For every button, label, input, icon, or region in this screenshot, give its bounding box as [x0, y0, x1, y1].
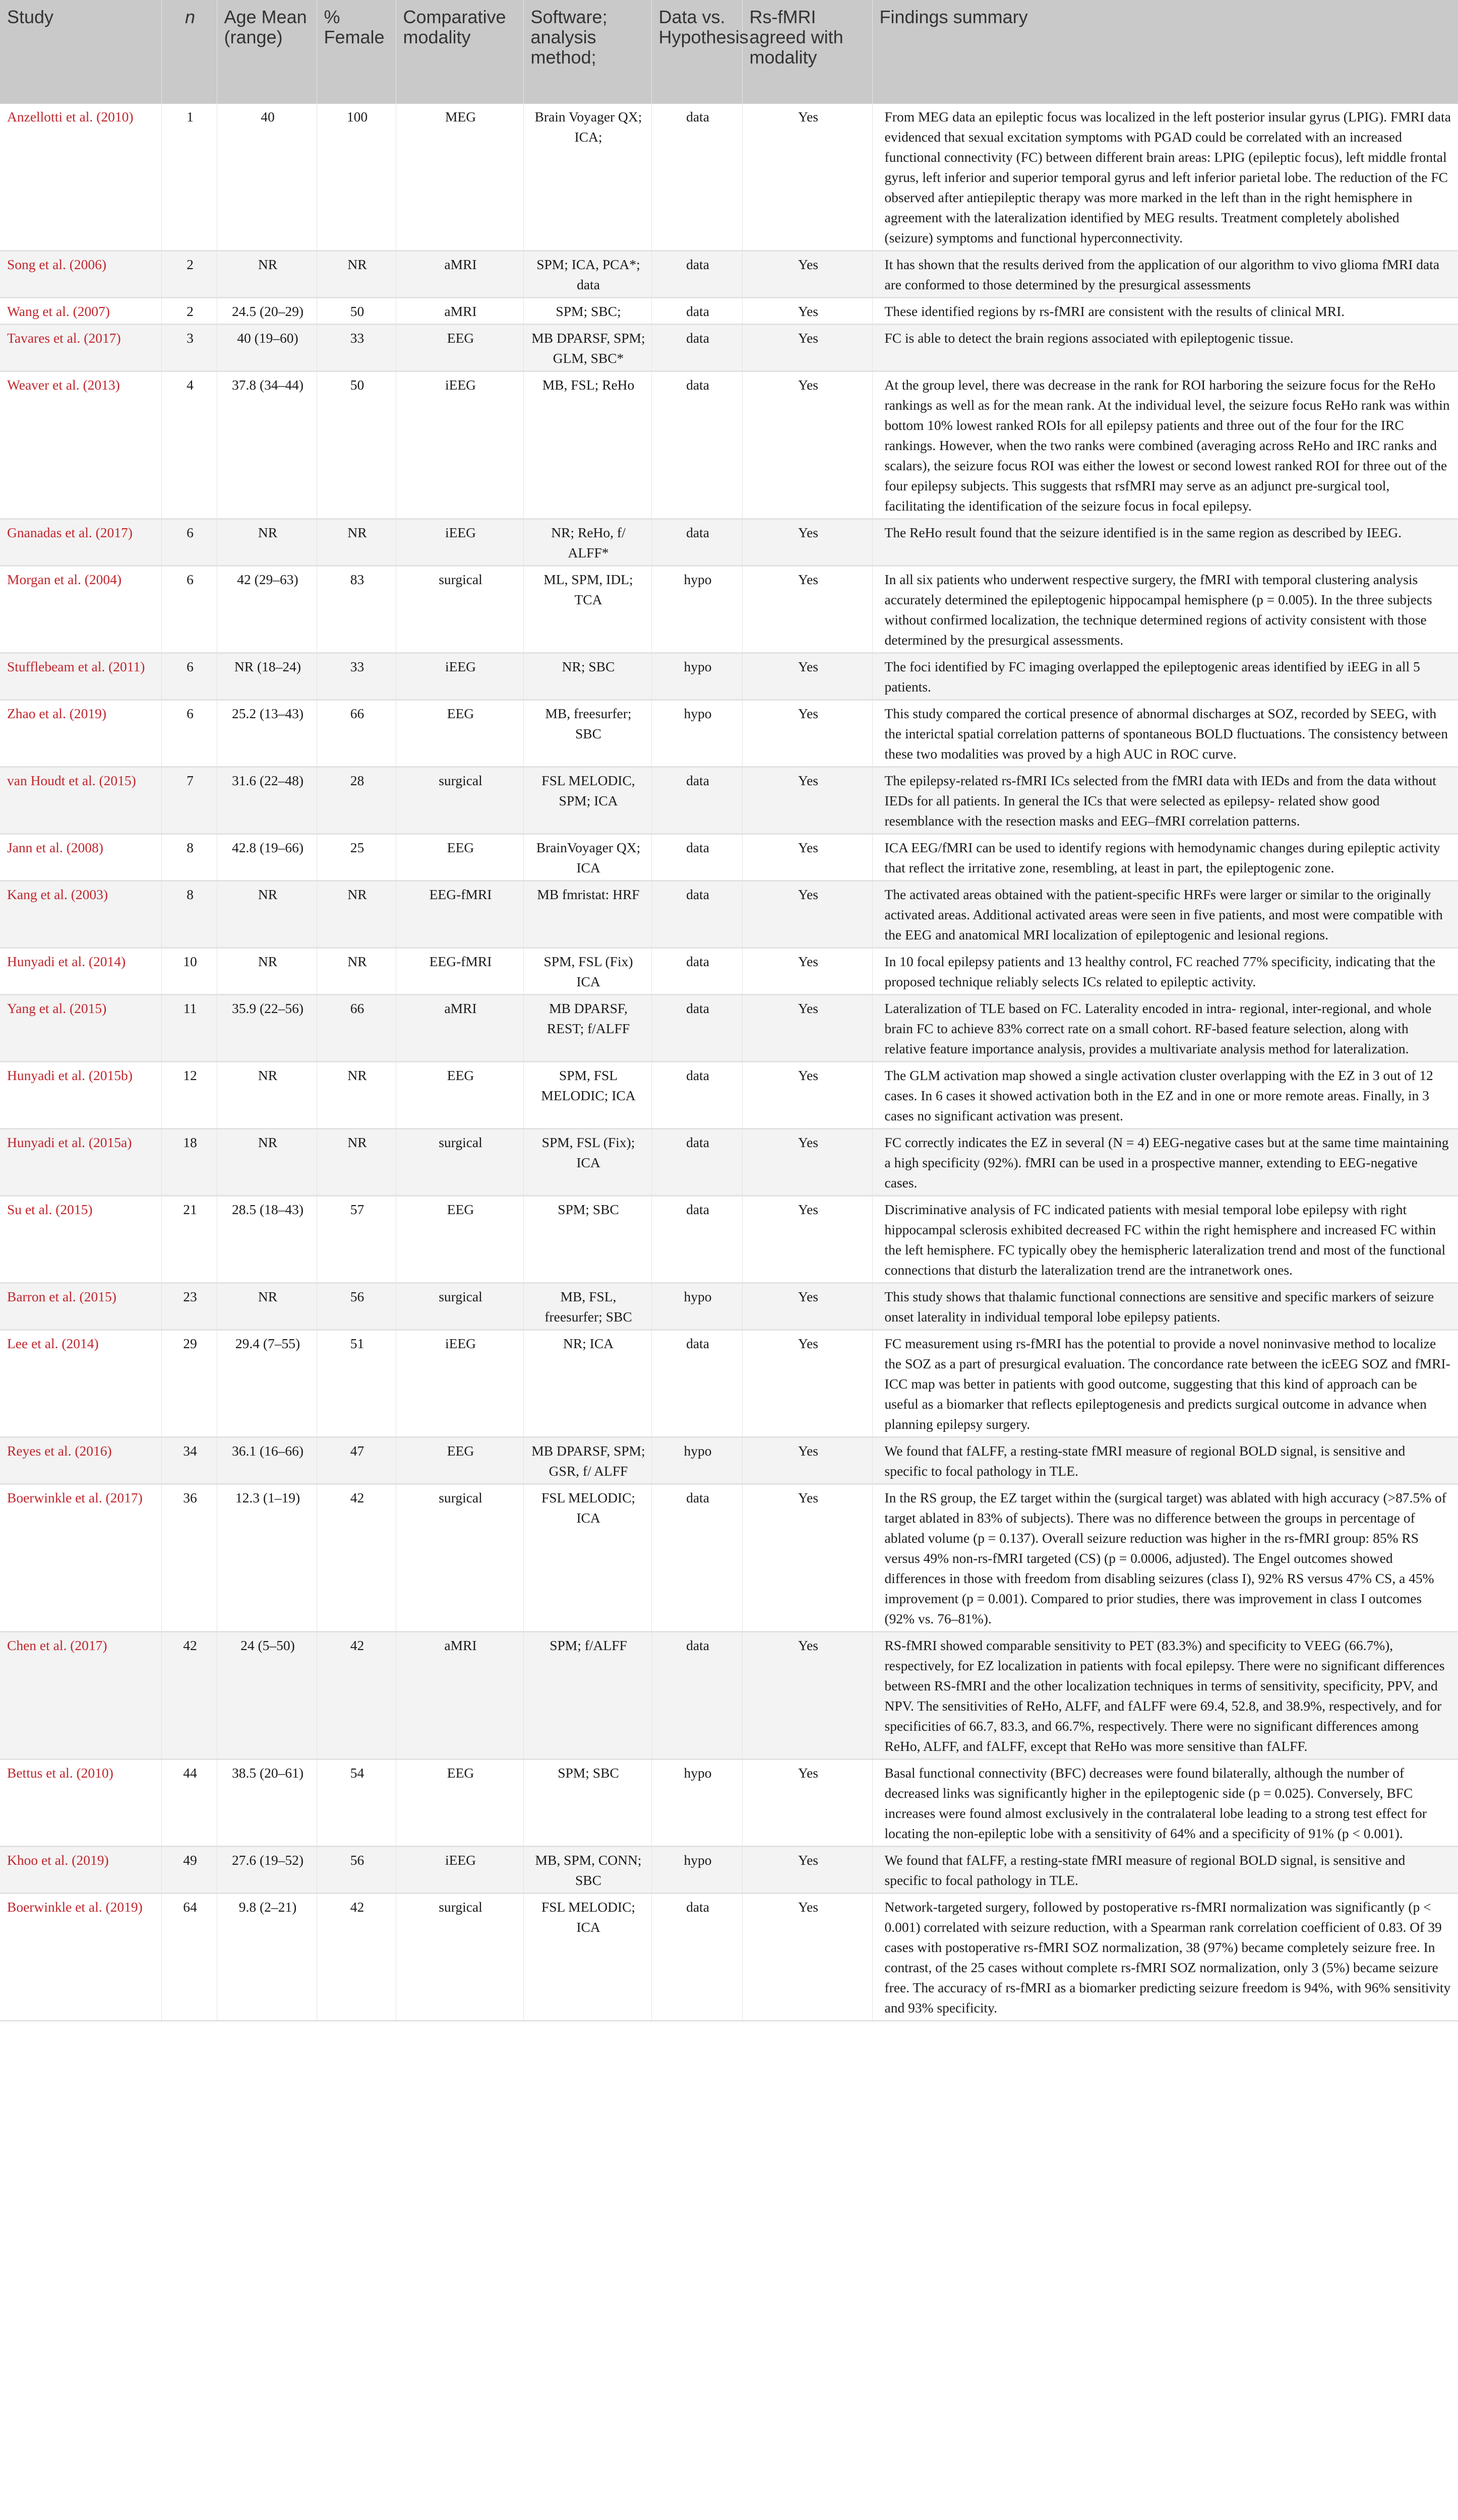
study-link[interactable]: van Houdt et al. (2015)	[0, 767, 161, 834]
agreed-cell: Yes	[742, 251, 872, 298]
age-cell: 38.5 (20–61)	[217, 1759, 317, 1847]
software-cell: FSL MELODIC; ICA	[523, 1894, 651, 2021]
software-cell: FSL MELODIC; ICA	[523, 1484, 651, 1632]
age-cell: 35.9 (22–56)	[217, 995, 317, 1062]
female-cell: 83	[317, 566, 396, 653]
hypothesis-cell: hypo	[651, 1283, 742, 1330]
female-cell: NR	[317, 251, 396, 298]
agreed-cell: Yes	[742, 1129, 872, 1196]
hypothesis-cell: data	[651, 519, 742, 566]
agreed-cell: Yes	[742, 1196, 872, 1283]
hypothesis-cell: data	[651, 325, 742, 371]
modality-cell: EEG	[396, 325, 523, 371]
study-link[interactable]: Hunyadi et al. (2015b)	[0, 1062, 161, 1129]
study-link[interactable]: Song et al. (2006)	[0, 251, 161, 298]
hypothesis-cell: data	[651, 1062, 742, 1129]
n-cell: 44	[161, 1759, 217, 1847]
hypothesis-cell: data	[651, 1632, 742, 1759]
software-cell: SPM; SBC;	[523, 298, 651, 325]
table-row	[0, 881, 1458, 948]
n-cell: 6	[161, 700, 217, 767]
female-cell: NR	[317, 881, 396, 948]
study-link[interactable]: Kang et al. (2003)	[0, 881, 161, 948]
female-cell: 54	[317, 1759, 396, 1847]
hypothesis-cell: data	[651, 298, 742, 325]
agreed-cell: Yes	[742, 104, 872, 251]
agreed-cell: Yes	[742, 700, 872, 767]
female-cell: NR	[317, 948, 396, 995]
study-link[interactable]: Wang et al. (2007)	[0, 298, 161, 325]
findings-cell: Discriminative analysis of FC indicated patients with mesial temporal lobe epilepsy with right hippocampal sclerosis exhibited decreased FC within the right hemisphere and increased FC within the left hemisphere. FC typically obey the hemispheric lateralization trend and most of the functional connections that disturb the lateralization trend are the intranetwork ones.	[872, 1196, 1458, 1283]
n-cell: 3	[161, 325, 217, 371]
study-link[interactable]: Jann et al. (2008)	[0, 834, 161, 881]
table-row	[0, 1894, 1458, 2021]
female-cell: NR	[317, 1062, 396, 1129]
agreed-cell: Yes	[742, 881, 872, 948]
findings-cell: At the group level, there was decrease in the rank for ROI harboring the seizure focus for the ReHo rankings as well as for the mean rank. At the individual level, the seizure focus ReHo rank was within bottom 10% lowest ranked ROIs for all epilepsy patients and three out of the four for the IRC rankings. However, when the two ranks were combined (averaging across ReHo and IRC ranks and scalars), the seizure focus ROI was either the lowest or second lowest ranked ROI for three out of the four epilepsy subjects. This suggests that rsfMRI may serve as an adjunct pre-surgical tool, facilitating the identification of the seizure focus in focal epilepsy.	[872, 371, 1458, 519]
agreed-cell: Yes	[742, 1484, 872, 1632]
software-cell: MB, FSL, freesurfer; SBC	[523, 1283, 651, 1330]
table-row	[0, 767, 1458, 834]
hypothesis-cell: data	[651, 1129, 742, 1196]
age-cell: 12.3 (1–19)	[217, 1484, 317, 1632]
table-row	[0, 566, 1458, 653]
age-cell: NR	[217, 1062, 317, 1129]
findings-cell: The activated areas obtained with the patient-specific HRFs were larger or similar to the originally activated areas. Additional activated areas were seen in five patients, and most were compatible with the EEG and anatomical MRI localization of epileptogenic and lesional regions.	[872, 881, 1458, 948]
modality-cell: surgical	[396, 1283, 523, 1330]
age-cell: 9.8 (2–21)	[217, 1894, 317, 2021]
header-age: Age Mean (range)	[217, 0, 317, 104]
findings-cell: We found that fALFF, a resting-state fMRI measure of regional BOLD signal, is sensitive and specific to focal pathology in TLE.	[872, 1437, 1458, 1484]
hypothesis-cell: data	[651, 834, 742, 881]
findings-cell: From MEG data an epileptic focus was localized in the left posterior insular gyrus (LPIG). FMRI data evidenced that sexual excitation symptoms with PGAD could be correlated with an increased functional connectivity (FC) between different brain areas: LPIG (epileptic focus), left middle frontal gyrus, left inferior and superior temporal gyrus and left inferior parietal lobe. The reduction of the FC observed after antiepileptic therapy was more marked in the left than in the right hemisphere in agreement with the lateralization identified by MEG results. Treatment completely abolished (seizure) symptoms and functional hyperconnectivity.	[872, 104, 1458, 251]
findings-cell: Basal functional connectivity (BFC) decreases were found bilaterally, although the number of decreased links was significantly higher in the epileptogenic side (p = 0.025). Conversely, BFC increases were found almost exclusively in the contralateral lobe leading to a strong test effect for locating the non-epileptic lobe with a sensitivity of 64% and a specificity of 91% (p < 0.001).	[872, 1759, 1458, 1847]
header-row	[0, 0, 1458, 104]
hypothesis-cell: data	[651, 104, 742, 251]
hypothesis-cell: data	[651, 1894, 742, 2021]
hypothesis-cell: hypo	[651, 1437, 742, 1484]
findings-cell: It has shown that the results derived from the application of our algorithm to vivo glioma fMRI data are conformed to those determined by the presurgical assessments	[872, 251, 1458, 298]
table-row	[0, 251, 1458, 298]
table-row	[0, 298, 1458, 325]
findings-cell: FC correctly indicates the EZ in several (N = 4) EEG-negative cases but at the same time maintaining a high specificity (92%). fMRI can be used in a prospective manner, extending to EEG-negative cases.	[872, 1129, 1458, 1196]
female-cell: 56	[317, 1283, 396, 1330]
software-cell: SPM; f/ALFF	[523, 1632, 651, 1759]
female-cell: 42	[317, 1894, 396, 2021]
female-cell: 33	[317, 325, 396, 371]
findings-cell: The GLM activation map showed a single activation cluster overlapping with the EZ in 3 out of 12 cases. In 6 cases it showed activation both in the EZ and in one or more remote areas. Finally, in 3 cases no significant activation was present.	[872, 1062, 1458, 1129]
header-findings: Findings summary	[879, 7, 1028, 27]
age-cell: 24 (5–50)	[217, 1632, 317, 1759]
table-row	[0, 1062, 1458, 1129]
study-link[interactable]: Khoo et al. (2019)	[0, 1847, 161, 1894]
table-row	[0, 325, 1458, 371]
study-link[interactable]: Zhao et al. (2019)	[0, 700, 161, 767]
software-cell: NR; SBC	[523, 653, 651, 700]
table-row	[0, 519, 1458, 566]
software-cell: MB fmristat: HRF	[523, 881, 651, 948]
age-cell: 42.8 (19–66)	[217, 834, 317, 881]
modality-cell: iEEG	[396, 519, 523, 566]
age-cell: NR	[217, 1283, 317, 1330]
age-cell: 28.5 (18–43)	[217, 1196, 317, 1283]
hypothesis-cell: data	[651, 995, 742, 1062]
software-cell: MB DPARSF, REST; f/ALFF	[523, 995, 651, 1062]
software-cell: MB, freesurfer; SBC	[523, 700, 651, 767]
female-cell: 66	[317, 995, 396, 1062]
study-link[interactable]: Hunyadi et al. (2014)	[0, 948, 161, 995]
software-cell: SPM; SBC	[523, 1196, 651, 1283]
table-row	[0, 1283, 1458, 1330]
study-link[interactable]: Morgan et al. (2004)	[0, 566, 161, 653]
agreed-cell: Yes	[742, 1062, 872, 1129]
n-cell: 23	[161, 1283, 217, 1330]
study-link[interactable]: Weaver et al. (2013)	[0, 371, 161, 519]
findings-cell: In 10 focal epilepsy patients and 13 healthy control, FC reached 77% specificity, indicating that the proposed technique reliably selects ICs related to epileptic activity.	[872, 948, 1458, 995]
hypothesis-cell: hypo	[651, 566, 742, 653]
female-cell: 50	[317, 371, 396, 519]
agreed-cell: Yes	[742, 566, 872, 653]
modality-cell: surgical	[396, 1484, 523, 1632]
study-link[interactable]: Bettus et al. (2010)	[0, 1759, 161, 1847]
findings-cell: The foci identified by FC imaging overlapped the epileptogenic areas identified by iEEG in all 5 patients.	[872, 653, 1458, 700]
age-cell: NR	[217, 1129, 317, 1196]
n-cell: 6	[161, 519, 217, 566]
header-n: n	[161, 0, 217, 104]
hypothesis-cell: data	[651, 1196, 742, 1283]
table-row	[0, 371, 1458, 519]
modality-cell: aMRI	[396, 995, 523, 1062]
software-cell: MB, SPM, CONN; SBC	[523, 1847, 651, 1894]
findings-cell: This study shows that thalamic functional connections are sensitive and specific markers of seizure onset laterality in individual temporal lobe epilepsy patients.	[872, 1283, 1458, 1330]
table-row	[0, 653, 1458, 700]
age-cell: 25.2 (13–43)	[217, 700, 317, 767]
study-link[interactable]: Yang et al. (2015)	[0, 995, 161, 1062]
female-cell: 47	[317, 1437, 396, 1484]
software-cell: Brain Voyager QX; ICA;	[523, 104, 651, 251]
study-link[interactable]: Su et al. (2015)	[0, 1196, 161, 1283]
software-cell: NR; ReHo, f/ ALFF*	[523, 519, 651, 566]
n-cell: 11	[161, 995, 217, 1062]
findings-cell: This study compared the cortical presence of abnormal discharges at SOZ, recorded by SEEG, with the interictal spatial correlation patterns of spontaneous BOLD fluctuations. The consistency between these two modalities was proved by a high AUC in ROC curve.	[872, 700, 1458, 767]
table-row	[0, 1759, 1458, 1847]
software-cell: BrainVoyager QX; ICA	[523, 834, 651, 881]
modality-cell: surgical	[396, 1129, 523, 1196]
n-cell: 12	[161, 1062, 217, 1129]
modality-cell: iEEG	[396, 1847, 523, 1894]
age-cell: 31.6 (22–48)	[217, 767, 317, 834]
table-row	[0, 1847, 1458, 1894]
n-cell: 29	[161, 1330, 217, 1437]
modality-cell: iEEG	[396, 1330, 523, 1437]
modality-cell: EEG-fMRI	[396, 881, 523, 948]
n-cell: 34	[161, 1437, 217, 1484]
modality-cell: iEEG	[396, 371, 523, 519]
n-cell: 49	[161, 1847, 217, 1894]
n-cell: 18	[161, 1129, 217, 1196]
modality-cell: EEG	[396, 1196, 523, 1283]
software-cell: NR; ICA	[523, 1330, 651, 1437]
study-link[interactable]: Boerwinkle et al. (2019)	[0, 1894, 161, 2021]
hypothesis-cell: data	[651, 1484, 742, 1632]
n-cell: 2	[161, 251, 217, 298]
header-modality: Comparative modality	[396, 0, 523, 104]
table-row	[0, 104, 1458, 251]
female-cell: 28	[317, 767, 396, 834]
age-cell: 24.5 (20–29)	[217, 298, 317, 325]
agreed-cell: Yes	[742, 1437, 872, 1484]
software-cell: SPM; ICA, PCA*; data	[523, 251, 651, 298]
age-cell: NR	[217, 251, 317, 298]
n-cell: 36	[161, 1484, 217, 1632]
hypothesis-cell: data	[651, 767, 742, 834]
table-row	[0, 1330, 1458, 1437]
findings-cell: ICA EEG/fMRI can be used to identify regions with hemodynamic changes during epileptic activity that reflect the irritative zone, resembling, at least in part, the epileptogenic zone.	[872, 834, 1458, 881]
study-link[interactable]: Gnanadas et al. (2017)	[0, 519, 161, 566]
hypothesis-cell: data	[651, 948, 742, 995]
modality-cell: aMRI	[396, 251, 523, 298]
study-link[interactable]: Reyes et al. (2016)	[0, 1437, 161, 1484]
n-cell: 8	[161, 834, 217, 881]
modality-cell: EEG	[396, 700, 523, 767]
agreed-cell: Yes	[742, 371, 872, 519]
agreed-cell: Yes	[742, 1283, 872, 1330]
agreed-cell: Yes	[742, 995, 872, 1062]
age-cell: NR	[217, 519, 317, 566]
n-cell: 10	[161, 948, 217, 995]
hypothesis-cell: data	[651, 881, 742, 948]
software-cell: SPM, FSL MELODIC; ICA	[523, 1062, 651, 1129]
study-link[interactable]: Stufflebeam et al. (2011)	[0, 653, 161, 700]
female-cell: 50	[317, 298, 396, 325]
agreed-cell: Yes	[742, 1894, 872, 2021]
modality-cell: EEG	[396, 1062, 523, 1129]
n-cell: 64	[161, 1894, 217, 2021]
n-cell: 6	[161, 653, 217, 700]
study-link[interactable]: Barron et al. (2015)	[0, 1283, 161, 1330]
table-row	[0, 1196, 1458, 1283]
modality-cell: EEG	[396, 834, 523, 881]
software-cell: SPM, FSL (Fix) ICA	[523, 948, 651, 995]
hypothesis-cell: hypo	[651, 1847, 742, 1894]
table-row	[0, 1632, 1458, 1759]
age-cell: NR	[217, 948, 317, 995]
female-cell: 56	[317, 1847, 396, 1894]
hypothesis-cell: data	[651, 371, 742, 519]
header-study: Study	[0, 0, 161, 104]
table-row	[0, 700, 1458, 767]
table-row	[0, 1484, 1458, 1632]
agreed-cell: Yes	[742, 834, 872, 881]
age-cell: 40 (19–60)	[217, 325, 317, 371]
findings-cell: In all six patients who underwent respective surgery, the fMRI with temporal clustering analysis accurately determined the epileptogenic hippocampal hemisphere (p = 0.005). In the three subjects without confirmed localization, the technique determined regions of activity consistent with those determined by the presurgical assessments.	[872, 566, 1458, 653]
agreed-cell: Yes	[742, 519, 872, 566]
findings-cell: RS-fMRI showed comparable sensitivity to PET (83.3%) and specificity to VEEG (66.7%), respectively, for EZ localization in patients with focal epilepsy. There were no significant differences between RS-fMRI and the other localization techniques in terms of sensitivity, specificity, PPV, and NPV. The sensitivities of ReHo, ALFF, and fALFF were 69.4, 52.8, and 38.9%, respectively, and for specificities of 66.7, 83.3, and 66.7%, respectively. There were no significant differences among ReHo, ALFF, and fALFF, except that ReHo was more sensitive than fALFF.	[872, 1632, 1458, 1759]
female-cell: 66	[317, 700, 396, 767]
modality-cell: surgical	[396, 767, 523, 834]
software-cell: MB DPARSF, SPM; GSR, f/ ALFF	[523, 1437, 651, 1484]
female-cell: 100	[317, 104, 396, 251]
findings-cell: FC measurement using rs-fMRI has the potential to provide a novel noninvasive method to localize the SOZ as a part of presurgical evaluation. The concordance rate between the icEEG SOZ and fMRI-ICC map was better in patients with good outcome, suggesting that this kind of approach can be useful as a biomarker that reflects epileptogenesis and predicts surgical outcome in advance when planning epilepsy surgery.	[872, 1330, 1458, 1437]
female-cell: 33	[317, 653, 396, 700]
findings-cell: FC is able to detect the brain regions associated with epileptogenic tissue.	[872, 325, 1458, 371]
findings-cell: In the RS group, the EZ target within the (surgical target) was ablated with high accuracy (>87.5% of target ablated in 83% of subjects). There was no difference between the groups in percentage of ablated volume (p = 0.137). Overall seizure reduction was higher in the rs-fMRI group: 85% RS versus 49% non-rs-fMRI targeted (CS) (p = 0.0006, adjusted). The Engel outcomes showed differences in those with freedom from disabling seizures (class I), 92% RS versus 47% CS, a 45% improvement (p = 0.001). Compared to prior studies, there was improvement in class I outcomes (92% vs. 76–81%).	[872, 1484, 1458, 1632]
age-cell: NR	[217, 881, 317, 948]
table-row	[0, 995, 1458, 1062]
n-cell: 7	[161, 767, 217, 834]
study-link[interactable]: Hunyadi et al. (2015a)	[0, 1129, 161, 1196]
software-cell: SPM; SBC	[523, 1759, 651, 1847]
hypothesis-cell: data	[651, 251, 742, 298]
female-cell: NR	[317, 519, 396, 566]
n-cell: 42	[161, 1632, 217, 1759]
findings-cell: Network-targeted surgery, followed by postoperative rs-fMRI normalization was significantly (p < 0.001) correlated with seizure reduction, with a Spearman rank correlation coefficient of 0.83. Of 39 cases with postoperative rs-fMRI SOZ normalization, 38 (97%) became completely seizure free. In contrast, of the 25 cases without complete rs-fMRI SOZ normalization, only 3 (5%) became seizure free. The accuracy of rs-fMRI as a biomarker predicting seizure freedom is 94%, with 96% sensitivity and 93% specificity.	[872, 1894, 1458, 2021]
age-cell: 27.6 (19–52)	[217, 1847, 317, 1894]
agreed-cell: Yes	[742, 1330, 872, 1437]
modality-cell: EEG	[396, 1437, 523, 1484]
modality-cell: surgical	[396, 566, 523, 653]
table-row	[0, 834, 1458, 881]
female-cell: NR	[317, 1129, 396, 1196]
modality-cell: MEG	[396, 104, 523, 251]
n-cell: 6	[161, 566, 217, 653]
table-row	[0, 1129, 1458, 1196]
hypothesis-cell: hypo	[651, 1759, 742, 1847]
n-cell: 2	[161, 298, 217, 325]
study-link[interactable]: Tavares et al. (2017)	[0, 325, 161, 371]
software-cell: SPM, FSL (Fix); ICA	[523, 1129, 651, 1196]
female-cell: 42	[317, 1632, 396, 1759]
age-cell: 36.1 (16–66)	[217, 1437, 317, 1484]
age-cell: 37.8 (34–44)	[217, 371, 317, 519]
agreed-cell: Yes	[742, 1632, 872, 1759]
modality-cell: aMRI	[396, 1632, 523, 1759]
hypothesis-cell: hypo	[651, 653, 742, 700]
modality-cell: surgical	[396, 1894, 523, 2021]
study-link[interactable]: Anzellotti et al. (2010)	[0, 104, 161, 251]
study-link[interactable]: Boerwinkle et al. (2017)	[0, 1484, 161, 1632]
agreed-cell: Yes	[742, 1759, 872, 1847]
female-cell: 25	[317, 834, 396, 881]
modality-cell: EEG	[396, 1759, 523, 1847]
study-link[interactable]: Chen et al. (2017)	[0, 1632, 161, 1759]
header-female: % Female	[317, 0, 396, 104]
findings-cell: The ReHo result found that the seizure identified is in the same region as described by IEEG.	[872, 519, 1458, 566]
age-cell: NR (18–24)	[217, 653, 317, 700]
findings-cell: Lateralization of TLE based on FC. Laterality encoded in intra- regional, inter-regional, and whole brain FC to achieve 83% correct rate on a small cohort. RF-based feature selection, along with relative feature importance analysis, provides a multivariate analysis method for lateralization.	[872, 995, 1458, 1062]
hypothesis-cell: hypo	[651, 700, 742, 767]
header-hypothesis: Data vs. Hypothesis	[651, 0, 742, 104]
modality-cell: iEEG	[396, 653, 523, 700]
agreed-cell: Yes	[742, 948, 872, 995]
software-cell: ML, SPM, IDL; TCA	[523, 566, 651, 653]
hypothesis-cell: data	[651, 1330, 742, 1437]
agreed-cell: Yes	[742, 298, 872, 325]
table-row	[0, 1437, 1458, 1484]
age-cell: 29.4 (7–55)	[217, 1330, 317, 1437]
findings-cell: We found that fALFF, a resting-state fMRI measure of regional BOLD signal, is sensitive and specific to focal pathology in TLE.	[872, 1847, 1458, 1894]
agreed-cell: Yes	[742, 1847, 872, 1894]
header-agreed: Rs-fMRI agreed with modality	[742, 0, 872, 104]
agreed-cell: Yes	[742, 767, 872, 834]
software-cell: MB DPARSF, SPM; GLM, SBC*	[523, 325, 651, 371]
n-cell: 1	[161, 104, 217, 251]
n-cell: 21	[161, 1196, 217, 1283]
software-cell: MB, FSL; ReHo	[523, 371, 651, 519]
agreed-cell: Yes	[742, 325, 872, 371]
age-cell: 40	[217, 104, 317, 251]
female-cell: 51	[317, 1330, 396, 1437]
software-cell: FSL MELODIC, SPM; ICA	[523, 767, 651, 834]
header-software: Software; analysis method;	[523, 0, 651, 104]
findings-cell: These identified regions by rs-fMRI are consistent with the results of clinical MRI.	[872, 298, 1458, 325]
agreed-cell: Yes	[742, 653, 872, 700]
n-cell: 8	[161, 881, 217, 948]
modality-cell: EEG-fMRI	[396, 948, 523, 995]
female-cell: 57	[317, 1196, 396, 1283]
study-link[interactable]: Lee et al. (2014)	[0, 1330, 161, 1437]
findings-cell: The epilepsy-related rs-fMRI ICs selected from the fMRI data with IEDs and from the data without IEDs for all patients. In general the ICs that were selected as epilepsy- related show good resemblance with the resection masks and EEG–fMRI correlation patterns.	[872, 767, 1458, 834]
n-cell: 4	[161, 371, 217, 519]
modality-cell: aMRI	[396, 298, 523, 325]
age-cell: 42 (29–63)	[217, 566, 317, 653]
female-cell: 42	[317, 1484, 396, 1632]
table-row	[0, 948, 1458, 995]
